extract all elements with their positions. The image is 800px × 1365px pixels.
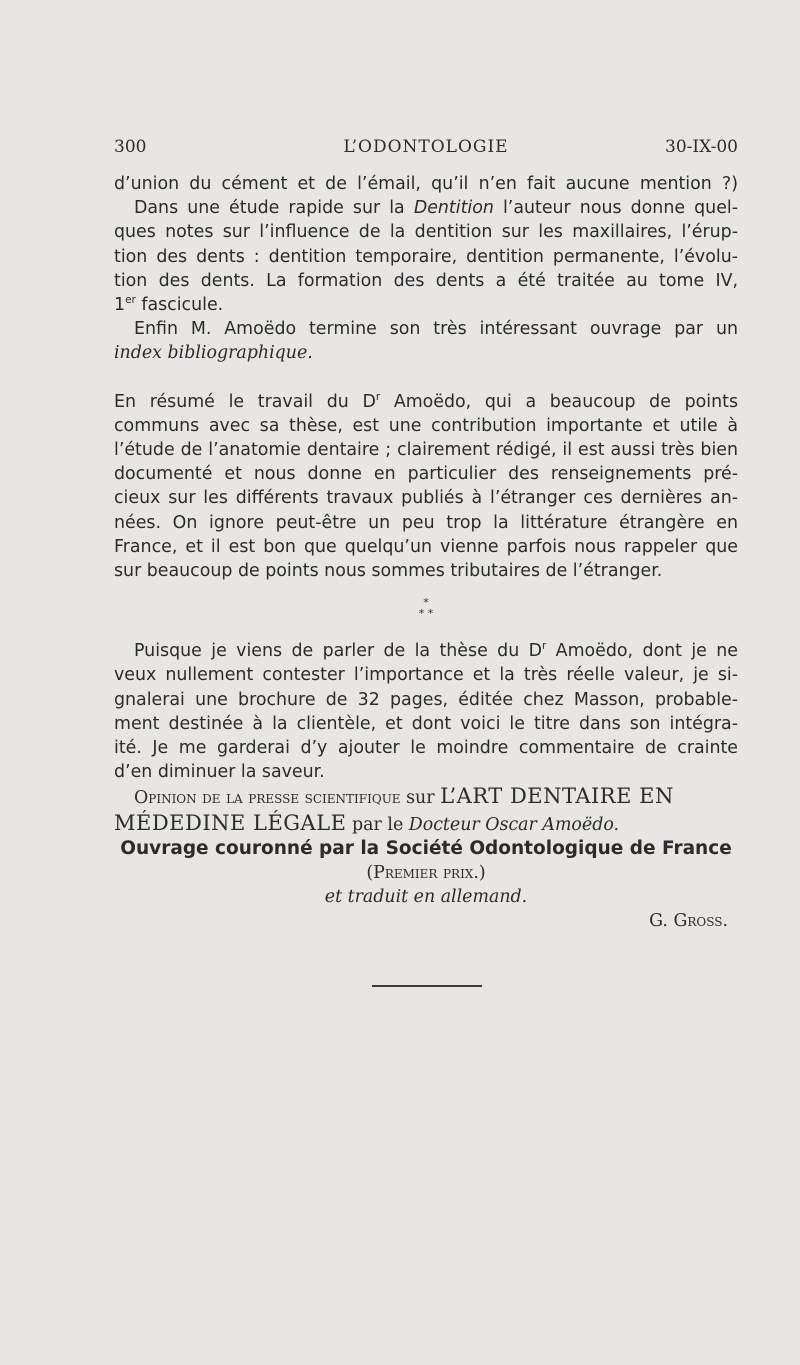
text-line: Puisque je viens de parler de la thèse du $D^r$ Amoëdo, dont je ne: [134, 640, 738, 662]
running-title: L’ODONTOLOGIE: [343, 137, 509, 157]
brochure-title-line: MÉDEDINE LÉGALE par le Docteur Oscar Amoëdo.: [114, 810, 620, 835]
brochure-title-line: Opinion de la presse scientifique sur L’ART DENTAIRE EN: [134, 784, 674, 809]
author-signature: G. Gross.: [649, 911, 728, 932]
text-line: ques notes sur l’influence de la dentition sur les maxillaires, l’érup-: [114, 222, 738, 243]
text-line: ment destinée à la clientèle, et dont voici le titre dans son intégra-: [114, 713, 738, 734]
text-line: ité. Je me garderai d’y ajouter le moindre commentaire de crainte: [114, 738, 738, 759]
text-line: communs avec sa thèse, est une contribution importante et utile à: [114, 415, 738, 436]
translation-line: et traduit en allemand.: [324, 887, 528, 908]
text-line: cieux sur les différents travaux publiés à l’étranger ces dernières an-: [114, 488, 738, 509]
text-line: France, et il est bon que quelqu’un vienne parfois nous rappeler que: [114, 536, 738, 557]
issue-date: 30-IX-00: [665, 137, 738, 157]
text-line: sur beaucoup de points nous sommes tributaires de l’étranger.: [114, 561, 663, 582]
text-line: d’en diminuer la saveur.: [114, 762, 325, 783]
page-header: [114, 137, 738, 161]
text-line: En résumé le travail du $D^r$ Amoëdo, qui a beaucoup de points: [114, 390, 738, 412]
text-line: 1er fascicule.: [114, 294, 224, 316]
page-body: [114, 172, 738, 934]
text-line: l’étude de l’anatomie dentaire ; clairement rédigé, il est aussi très bien: [114, 440, 738, 461]
award-line: Ouvrage couronné par la Société Odontologique de France: [120, 837, 732, 859]
text-line: tion des dents : dentition temporaire, dentition permanente, l’évolu-: [114, 246, 738, 267]
text-line: Dans une étude rapide sur la Dentition l’auteur nous donne quel-: [134, 198, 738, 219]
prize-line: (Premier prix.): [366, 863, 486, 884]
text-line: d’union du cément et de l’émail, qu’il n’en fait aucune mention ?): [114, 174, 738, 194]
text-line: index bibliographique.: [114, 343, 313, 364]
text-line: nées. On ignore peut-être un peu trop la littérature étrangère en: [114, 512, 738, 533]
text-line: veux nullement contester l’importance et la très réelle valeur, je si-: [114, 665, 738, 686]
text-line: tion des dents. La formation des dents a été traitée au tome IV,: [114, 270, 738, 291]
end-rule: [372, 985, 482, 987]
text-line: gnalerai une brochure de 32 pages, éditée chez Masson, probable-: [114, 689, 738, 710]
section-separator: * * *: [418, 596, 434, 621]
text-line: documenté et nous donne en particulier des renseignements pré-: [114, 464, 738, 485]
italic-title: Dentition: [413, 198, 494, 219]
page-number: 300: [114, 137, 147, 157]
text-line: Enfin M. Amoëdo termine son très intéressant ouvrage par un: [134, 319, 738, 340]
